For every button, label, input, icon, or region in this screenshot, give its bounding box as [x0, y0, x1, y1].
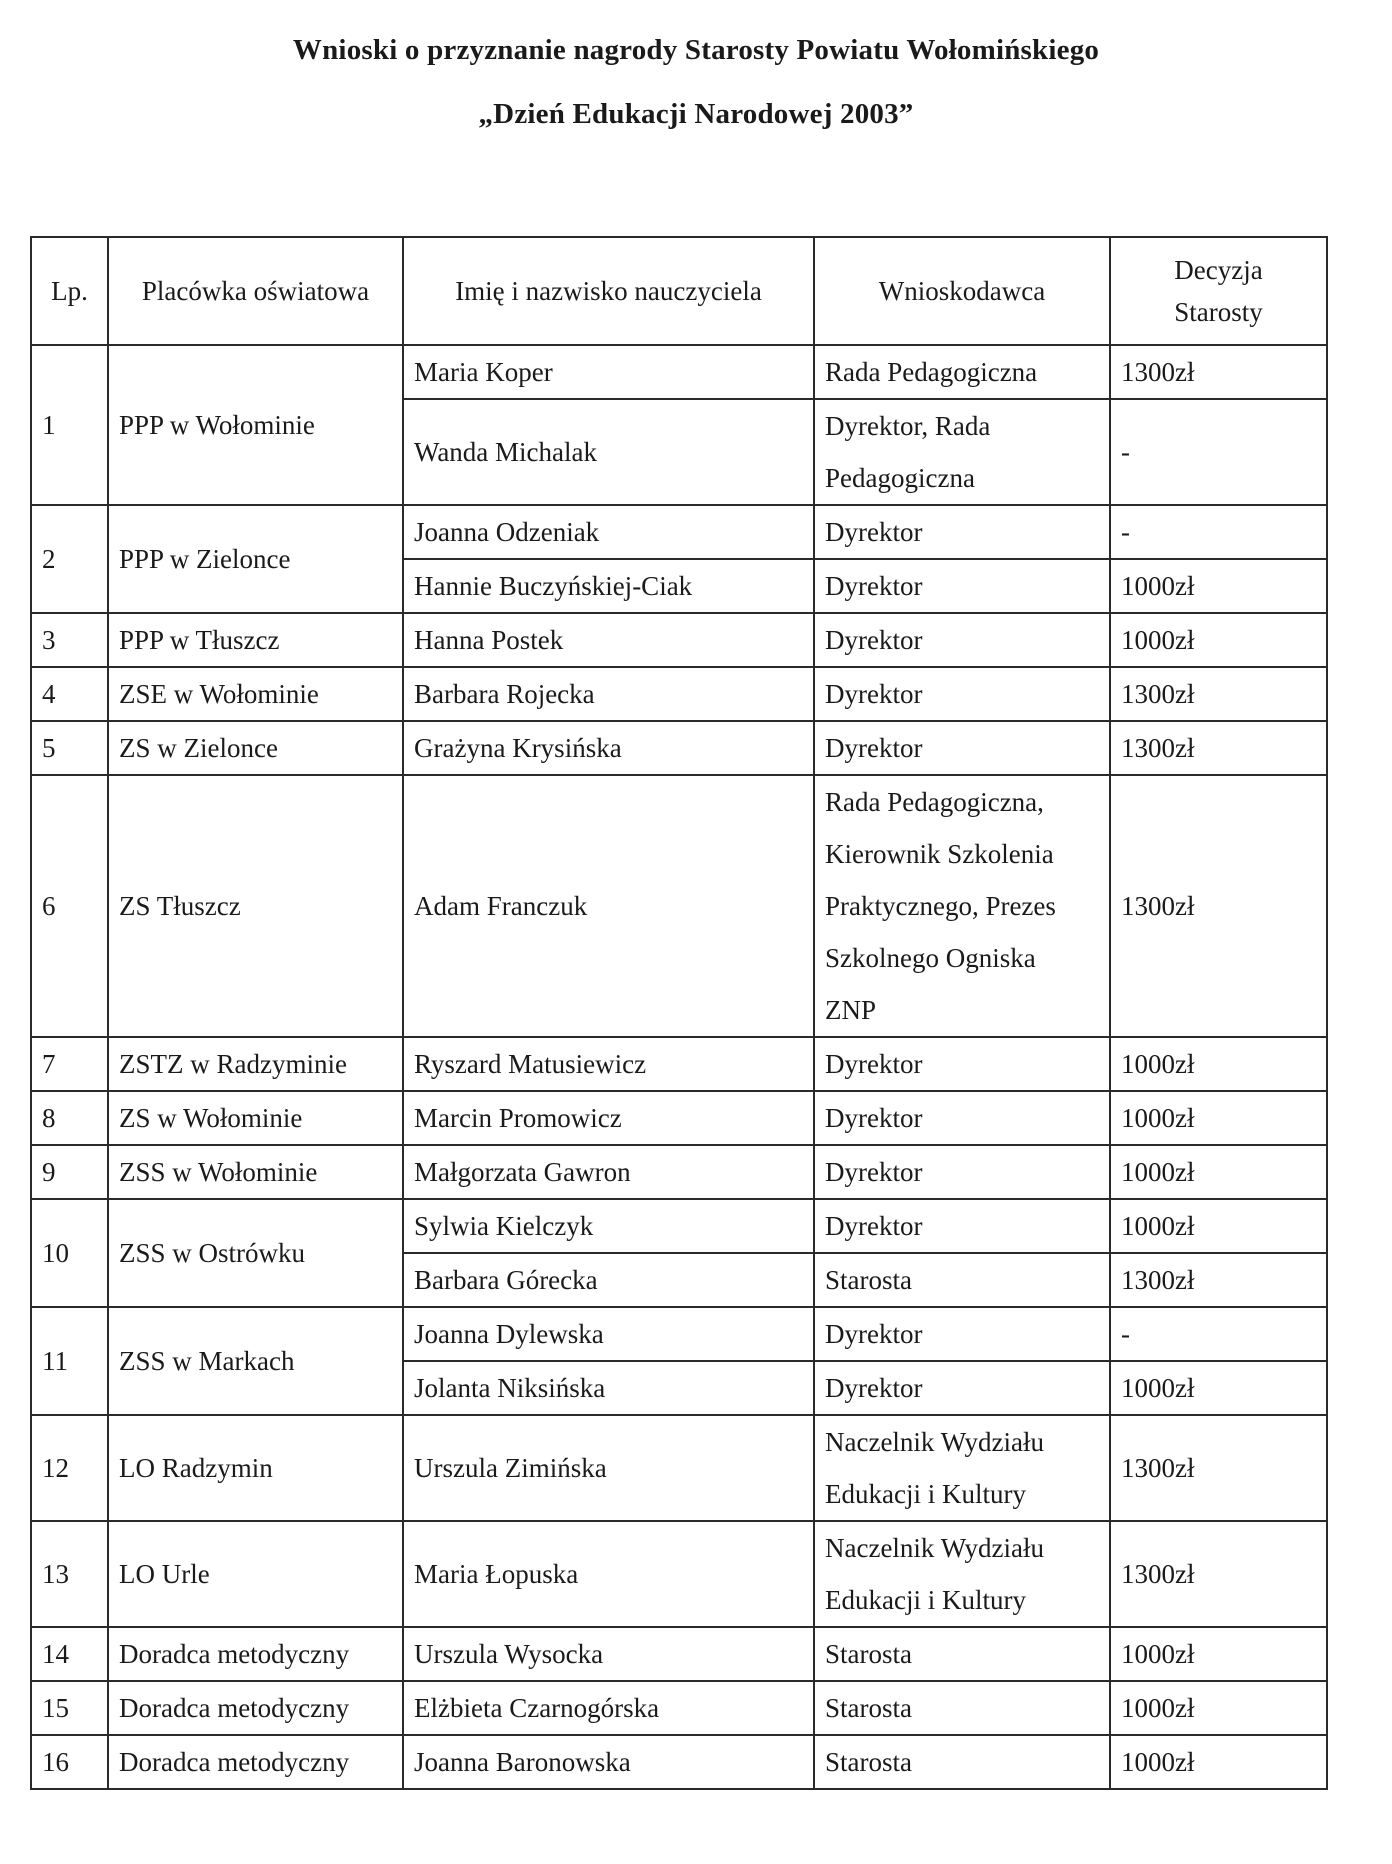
- header-decyzja-line2: Starosty: [1174, 297, 1263, 327]
- awards-table: [30, 236, 1328, 1790]
- wnioskodawca-line: Dyrektor: [825, 679, 923, 709]
- cell-lp: 11: [31, 1307, 108, 1415]
- wnioskodawca-line: Starosta: [825, 1693, 912, 1723]
- wnioskodawca-line: Kierownik Szkolenia: [825, 839, 1054, 869]
- table-row: [31, 1091, 1327, 1145]
- cell-placowka: LO Urle: [108, 1521, 403, 1627]
- cell-teacher-name: Urszula Zimińska: [403, 1415, 814, 1521]
- cell-placowka: Doradca metodyczny: [108, 1681, 403, 1735]
- document-subtitle: „Dzień Edukacji Narodowej 2003”: [478, 98, 914, 130]
- cell-placowka: ZSS w Wołominie: [108, 1145, 403, 1199]
- cell-teacher-name: Joanna Baronowska: [403, 1735, 814, 1789]
- cell-wnioskodawca: [814, 775, 1110, 1037]
- cell-wnioskodawca: [814, 345, 1110, 399]
- wnioskodawca-line: Starosta: [825, 1265, 912, 1295]
- cell-teacher-name: Barbara Górecka: [403, 1253, 814, 1307]
- cell-lp: 7: [31, 1037, 108, 1091]
- wnioskodawca-line: Dyrektor: [825, 1103, 923, 1133]
- cell-decyzja: -: [1110, 399, 1327, 505]
- cell-teacher-name: Elżbieta Czarnogórska: [403, 1681, 814, 1735]
- cell-placowka: LO Radzymin: [108, 1415, 403, 1521]
- cell-wnioskodawca: [814, 1681, 1110, 1735]
- cell-teacher-name: Grażyna Krysińska: [403, 721, 814, 775]
- cell-decyzja: 1300zł: [1110, 721, 1327, 775]
- cell-wnioskodawca: [814, 1199, 1110, 1253]
- cell-teacher-name: Wanda Michalak: [403, 399, 814, 505]
- cell-lp: 12: [31, 1415, 108, 1521]
- cell-teacher-name: Ryszard Matusiewicz: [403, 1037, 814, 1091]
- wnioskodawca-line: Dyrektor: [825, 1049, 923, 1079]
- wnioskodawca-line: Rada Pedagogiczna: [825, 357, 1038, 387]
- table-row: [31, 775, 1327, 1037]
- cell-decyzja: 1300zł: [1110, 1521, 1327, 1627]
- wnioskodawca-line: Edukacji i Kultury: [825, 1479, 1026, 1509]
- cell-teacher-name: Małgorzata Gawron: [403, 1145, 814, 1199]
- header-imie: Imię i nazwisko nauczyciela: [403, 237, 814, 345]
- cell-teacher-name: Urszula Wysocka: [403, 1627, 814, 1681]
- wnioskodawca-line: Dyrektor, Rada: [825, 411, 991, 441]
- cell-decyzja: 1000zł: [1110, 1735, 1327, 1789]
- cell-wnioskodawca: [814, 1037, 1110, 1091]
- cell-decyzja: 1000zł: [1110, 1199, 1327, 1253]
- cell-lp: 4: [31, 667, 108, 721]
- wnioskodawca-line: Dyrektor: [825, 1211, 923, 1241]
- cell-lp: 6: [31, 775, 108, 1037]
- cell-decyzja: -: [1110, 505, 1327, 559]
- cell-placowka: ZSS w Markach: [108, 1307, 403, 1415]
- cell-lp: 9: [31, 1145, 108, 1199]
- table-row: [31, 1735, 1327, 1789]
- cell-wnioskodawca: [814, 1415, 1110, 1521]
- cell-teacher-name: Barbara Rojecka: [403, 667, 814, 721]
- wnioskodawca-line: Dyrektor: [825, 625, 923, 655]
- cell-decyzja: 1300zł: [1110, 775, 1327, 1037]
- header-placowka: Placówka oświatowa: [108, 237, 403, 345]
- cell-decyzja: 1000zł: [1110, 559, 1327, 613]
- cell-lp: 3: [31, 613, 108, 667]
- table-row: [31, 345, 1327, 399]
- cell-placowka: ZS w Zielonce: [108, 721, 403, 775]
- cell-placowka: ZS w Wołominie: [108, 1091, 403, 1145]
- header-row: [31, 237, 1327, 345]
- cell-wnioskodawca: [814, 559, 1110, 613]
- table-row: [31, 1199, 1327, 1253]
- header-lp: Lp.: [31, 237, 108, 345]
- wnioskodawca-line: Starosta: [825, 1639, 912, 1669]
- wnioskodawca-line: Praktycznego, Prezes: [825, 891, 1056, 921]
- cell-teacher-name: Maria Koper: [403, 345, 814, 399]
- wnioskodawca-line: Dyrektor: [825, 1319, 923, 1349]
- cell-decyzja: 1300zł: [1110, 345, 1327, 399]
- cell-placowka: PPP w Tłuszcz: [108, 613, 403, 667]
- cell-decyzja: 1000zł: [1110, 1361, 1327, 1415]
- cell-wnioskodawca: [814, 1361, 1110, 1415]
- cell-lp: 15: [31, 1681, 108, 1735]
- table-row: [31, 1145, 1327, 1199]
- wnioskodawca-line: Naczelnik Wydziału: [825, 1533, 1045, 1563]
- cell-wnioskodawca: [814, 613, 1110, 667]
- wnioskodawca-line: Starosta: [825, 1747, 912, 1777]
- table-row: [31, 1681, 1327, 1735]
- document-title: Wnioski o przyznanie nagrody Starosty Powiatu Wołomińskiego: [292, 34, 1100, 66]
- cell-teacher-name: Hannie Buczyńskiej-Ciak: [403, 559, 814, 613]
- cell-lp: 1: [31, 345, 108, 505]
- table-body: [31, 345, 1327, 1789]
- header-decyzja: [1110, 237, 1327, 345]
- cell-teacher-name: Joanna Dylewska: [403, 1307, 814, 1361]
- cell-wnioskodawca: [814, 721, 1110, 775]
- table-row: [31, 1307, 1327, 1361]
- table-row: [31, 505, 1327, 559]
- cell-decyzja: 1300zł: [1110, 1415, 1327, 1521]
- wnioskodawca-line: Rada Pedagogiczna,: [825, 787, 1044, 817]
- wnioskodawca-line: Pedagogiczna: [825, 463, 975, 493]
- cell-wnioskodawca: [814, 1253, 1110, 1307]
- cell-lp: 13: [31, 1521, 108, 1627]
- cell-decyzja: -: [1110, 1307, 1327, 1361]
- cell-lp: 5: [31, 721, 108, 775]
- cell-lp: 8: [31, 1091, 108, 1145]
- cell-placowka: PPP w Zielonce: [108, 505, 403, 613]
- wnioskodawca-line: Naczelnik Wydziału: [825, 1427, 1045, 1457]
- table-row: [31, 1521, 1327, 1627]
- cell-wnioskodawca: [814, 1145, 1110, 1199]
- cell-placowka: ZSE w Wołominie: [108, 667, 403, 721]
- wnioskodawca-line: Edukacji i Kultury: [825, 1585, 1026, 1615]
- table-row: [31, 1415, 1327, 1521]
- cell-decyzja: 1000zł: [1110, 1145, 1327, 1199]
- cell-decyzja: 1300zł: [1110, 667, 1327, 721]
- cell-teacher-name: Jolanta Niksińska: [403, 1361, 814, 1415]
- cell-decyzja: 1000zł: [1110, 1681, 1327, 1735]
- cell-decyzja: 1000zł: [1110, 1037, 1327, 1091]
- cell-decyzja: 1000zł: [1110, 1627, 1327, 1681]
- table-row: [31, 1037, 1327, 1091]
- cell-teacher-name: Sylwia Kielczyk: [403, 1199, 814, 1253]
- cell-placowka: ZSTZ w Radzyminie: [108, 1037, 403, 1091]
- table-row: [31, 667, 1327, 721]
- cell-teacher-name: Maria Łopuska: [403, 1521, 814, 1627]
- cell-lp: 10: [31, 1199, 108, 1307]
- cell-lp: 2: [31, 505, 108, 613]
- wnioskodawca-line: Dyrektor: [825, 517, 923, 547]
- wnioskodawca-line: Dyrektor: [825, 571, 923, 601]
- table-row: [31, 613, 1327, 667]
- cell-teacher-name: Marcin Promowicz: [403, 1091, 814, 1145]
- wnioskodawca-line: Dyrektor: [825, 733, 923, 763]
- cell-decyzja: 1300zł: [1110, 1253, 1327, 1307]
- wnioskodawca-line: Dyrektor: [825, 1157, 923, 1187]
- cell-wnioskodawca: [814, 1091, 1110, 1145]
- table-row: [31, 1627, 1327, 1681]
- header-wnioskodawca: Wnioskodawca: [814, 237, 1110, 345]
- cell-placowka: Doradca metodyczny: [108, 1627, 403, 1681]
- wnioskodawca-line: Dyrektor: [825, 1373, 923, 1403]
- cell-placowka: ZS Tłuszcz: [108, 775, 403, 1037]
- cell-lp: 16: [31, 1735, 108, 1789]
- cell-wnioskodawca: [814, 1521, 1110, 1627]
- cell-wnioskodawca: [814, 1307, 1110, 1361]
- cell-wnioskodawca: [814, 1735, 1110, 1789]
- cell-decyzja: 1000zł: [1110, 613, 1327, 667]
- cell-wnioskodawca: [814, 399, 1110, 505]
- table-row: [31, 721, 1327, 775]
- cell-wnioskodawca: [814, 667, 1110, 721]
- wnioskodawca-line: Szkolnego Ogniska: [825, 943, 1036, 973]
- cell-placowka: ZSS w Ostrówku: [108, 1199, 403, 1307]
- cell-decyzja: 1000zł: [1110, 1091, 1327, 1145]
- cell-wnioskodawca: [814, 505, 1110, 559]
- cell-placowka: PPP w Wołominie: [108, 345, 403, 505]
- cell-teacher-name: Hanna Postek: [403, 613, 814, 667]
- wnioskodawca-line: ZNP: [825, 995, 877, 1025]
- cell-placowka: Doradca metodyczny: [108, 1735, 403, 1789]
- header-decyzja-line1: Decyzja: [1174, 255, 1263, 285]
- cell-wnioskodawca: [814, 1627, 1110, 1681]
- cell-lp: 14: [31, 1627, 108, 1681]
- cell-teacher-name: Adam Franczuk: [403, 775, 814, 1037]
- cell-teacher-name: Joanna Odzeniak: [403, 505, 814, 559]
